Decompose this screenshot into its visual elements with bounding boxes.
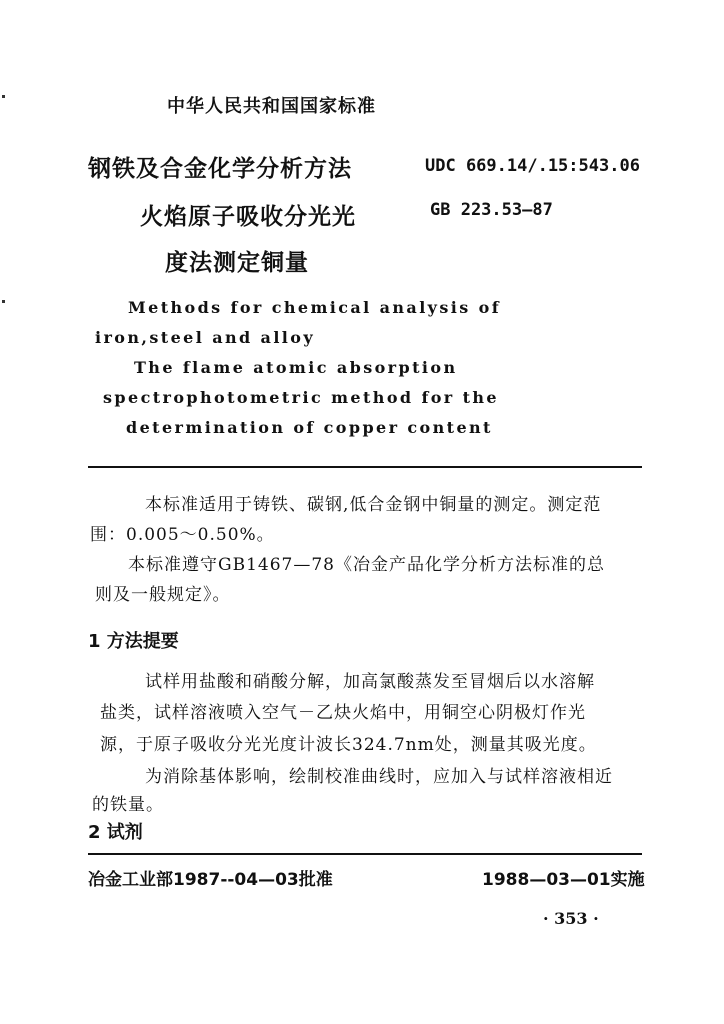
matrix-note-line-1: 为消除基体影响，绘制校准曲线时，应加入与试样溶液相近: [145, 767, 613, 787]
method-summary-line-1: 试样用盐酸和硝酸分解，加高氯酸蒸发至冒烟后以水溶解: [145, 672, 595, 692]
compliance-paragraph-line-1: 本标准遵守GB1467—78《冶金产品化学分析方法标准的总: [128, 555, 605, 575]
chinese-title-line-1: 钢铁及合金化学分析方法: [88, 156, 352, 182]
compliance-paragraph-line-2: 则及一般规定》。: [95, 585, 231, 605]
matrix-note-line-2: 的铁量。: [92, 795, 164, 815]
implementation-date: 1988—03—01实施: [482, 870, 645, 890]
chinese-title-line-2: 火焰原子吸收分光光: [140, 204, 356, 230]
footer-divider: [88, 853, 642, 855]
scan-margin-mark: [2, 300, 5, 303]
section-2-heading: 2 试剂: [88, 822, 143, 843]
page-number: · 353 ·: [543, 909, 599, 928]
english-title-line-1: Methods for chemical analysis of: [128, 298, 501, 317]
english-title-line-5: determination of copper content: [126, 418, 493, 437]
standard-type-header: 中华人民共和国国家标准: [167, 96, 376, 117]
section-1-heading: 1 方法提要: [88, 631, 179, 652]
method-summary-line-2: 盐类，试样溶液喷入空气－乙炔火焰中，用铜空心阴极灯作光: [100, 703, 586, 723]
udc-code: UDC 669.14/.15:543.06: [425, 156, 640, 176]
english-title-line-4: spectrophotometric method for the: [103, 388, 500, 407]
english-title-line-3: The flame atomic absorption: [134, 358, 458, 377]
approval-date: 冶金工业部1987--04—03批准: [88, 870, 333, 890]
scope-paragraph-line-1: 本标准适用于铸铁、碳钢,低合金钢中铜量的测定。测定范: [145, 495, 602, 515]
scope-paragraph-line-2: 围：0.005～0.50%。: [90, 525, 275, 545]
method-summary-line-3: 源，于原子吸收分光光度计波长324.7nm处，测量其吸光度。: [100, 735, 597, 755]
gb-code: GB 223.53—87: [430, 200, 553, 220]
header-divider: [88, 466, 642, 468]
english-title-line-2: iron,steel and alloy: [95, 328, 316, 347]
scan-margin-mark: [2, 95, 5, 98]
chinese-title-line-3: 度法测定铜量: [165, 250, 309, 276]
